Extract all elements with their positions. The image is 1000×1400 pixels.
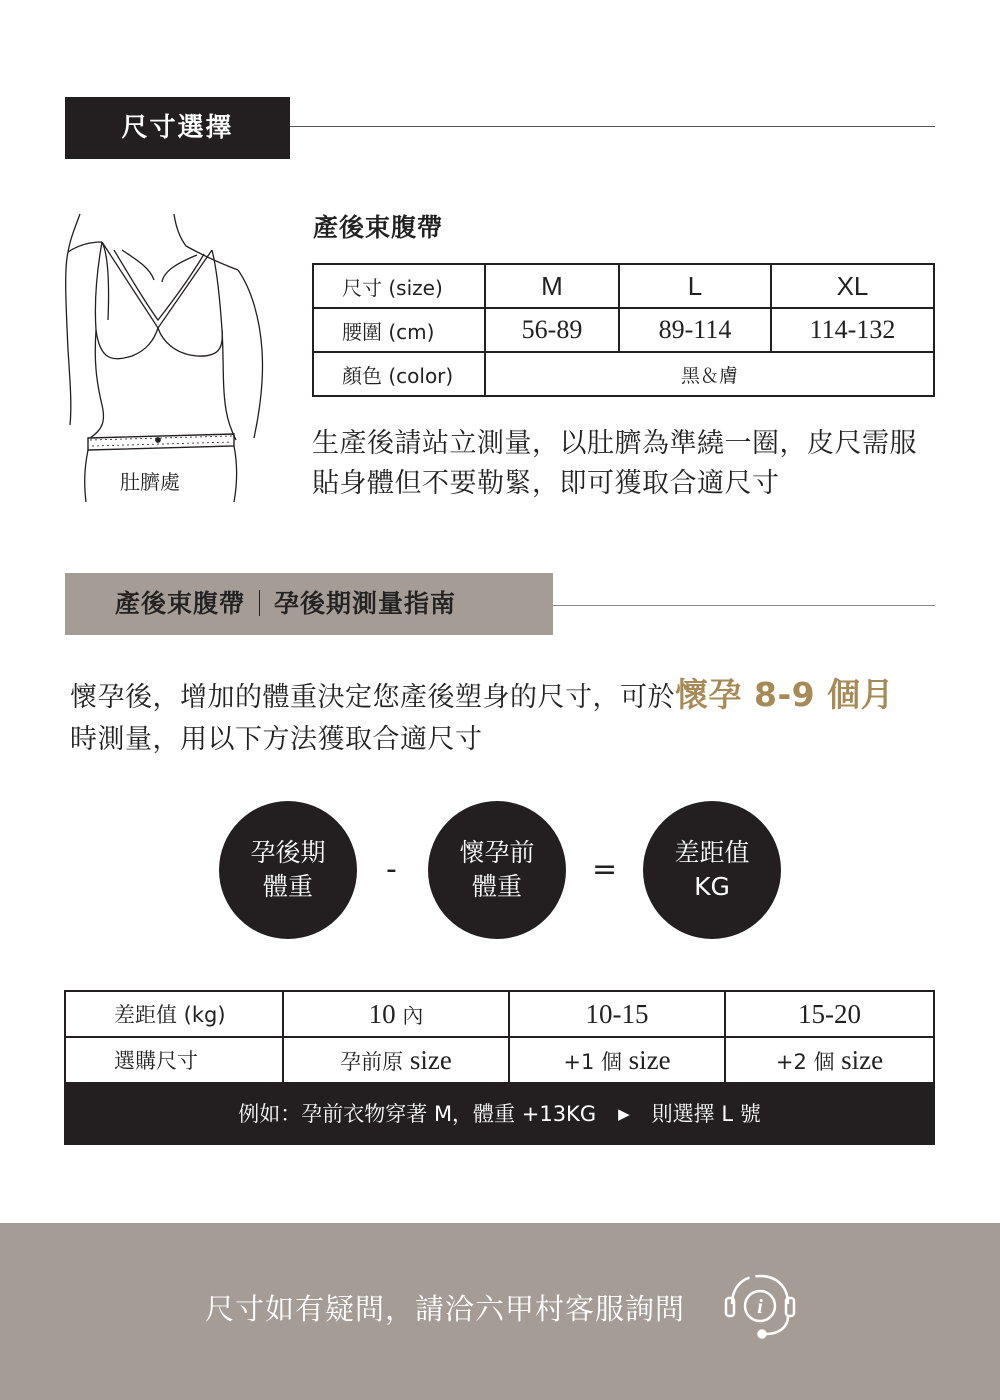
title-separator <box>259 590 260 616</box>
navel-label: 肚臍處 <box>120 470 180 494</box>
difference-number: 10 <box>368 998 396 1029</box>
size-prefix: +2 個 <box>775 1049 842 1074</box>
difference-value <box>725 991 934 1037</box>
circle-line: 孕後期 <box>250 838 326 867</box>
difference-value <box>283 991 509 1037</box>
guide-title-product: 產後束腹帶 <box>115 589 246 618</box>
product-title: 產後束腹帶 <box>313 213 444 242</box>
circle-line: 體重 <box>262 872 313 901</box>
select-size-value <box>283 1037 509 1083</box>
select-size-label: 選購尺寸 <box>65 1037 283 1083</box>
waist-value-xl: 114-132 <box>771 308 934 352</box>
difference-kg-circle <box>643 801 781 939</box>
footer-contact-text: 尺寸如有疑問，請洽六甲村客服詢問 <box>205 1292 686 1326</box>
customer-service-info-icon[interactable] <box>722 1268 798 1344</box>
size-prefix: +1 個 <box>563 1049 629 1074</box>
late-pregnancy-weight-circle <box>219 801 357 939</box>
section-title-size-selection: 尺寸選擇 <box>65 97 290 159</box>
paragraph-text-after: 時測量，用以下方法獲取合適尺寸 <box>70 724 483 755</box>
example-banner <box>64 1083 935 1145</box>
size-text: size <box>628 1044 671 1075</box>
circle-line: 差距值 <box>674 838 750 867</box>
example-text: 例如：孕前衣物穿著 M，體重 +13KG <box>238 1102 597 1126</box>
difference-value <box>509 991 725 1037</box>
table-row <box>313 308 934 352</box>
measurement-instruction: 生產後請站立測量，以肚臍為準繞一圈，皮尺需服貼身體但不要勒緊，即可獲取合適尺寸 <box>312 428 917 499</box>
table-row <box>313 352 934 396</box>
waist-value-m: 56-89 <box>485 308 619 352</box>
equals-sign: = <box>592 852 618 887</box>
waist-label: 腰圍 (cm) <box>313 308 485 352</box>
paragraph-text-before: 懷孕後，增加的體重決定您產後塑身的尺寸，可於 <box>70 682 675 713</box>
svg-text:i: i <box>757 1296 763 1318</box>
circle-line: 懷孕前 <box>459 838 535 867</box>
header-divider <box>290 126 935 127</box>
guide-title-text: 孕後期測量指南 <box>274 589 457 618</box>
weight-difference-table <box>64 990 935 1084</box>
table-row <box>65 991 934 1037</box>
header-divider <box>553 605 935 606</box>
guide-paragraph <box>70 674 950 761</box>
section-title-measure-guide <box>65 573 553 635</box>
table-row <box>313 264 934 308</box>
size-xl: XL <box>771 264 934 308</box>
size-prefix: 孕前原 <box>340 1049 410 1074</box>
difference-number: 15-20 <box>798 998 861 1029</box>
size-m: M <box>485 264 619 308</box>
size-text: size <box>409 1044 452 1075</box>
size-text: size <box>841 1044 884 1075</box>
color-value: 黑＆膚 <box>485 352 934 396</box>
select-size-value <box>725 1037 934 1083</box>
size-header-label: 尺寸 (size) <box>313 264 485 308</box>
example-result: 則選擇 L 號 <box>651 1102 761 1126</box>
difference-label: 差距值 (kg) <box>65 991 283 1037</box>
play-arrow-icon: ▶ <box>618 1105 630 1123</box>
size-l: L <box>619 264 771 308</box>
table-row <box>65 1037 934 1083</box>
select-size-value <box>509 1037 725 1083</box>
pre-pregnancy-weight-circle <box>428 801 566 939</box>
difference-number: 10-15 <box>585 998 649 1029</box>
body-outline-illustration <box>62 210 272 502</box>
circle-line: KG <box>694 872 730 901</box>
paragraph-highlight: 懷孕 8-9 個月 <box>675 675 895 714</box>
minus-sign: - <box>386 852 397 887</box>
size-table <box>312 263 935 397</box>
circle-line: 體重 <box>471 872 522 901</box>
color-label: 顏色 (color) <box>313 352 485 396</box>
difference-suffix: 內 <box>395 1003 424 1028</box>
waist-value-l: 89-114 <box>619 308 771 352</box>
